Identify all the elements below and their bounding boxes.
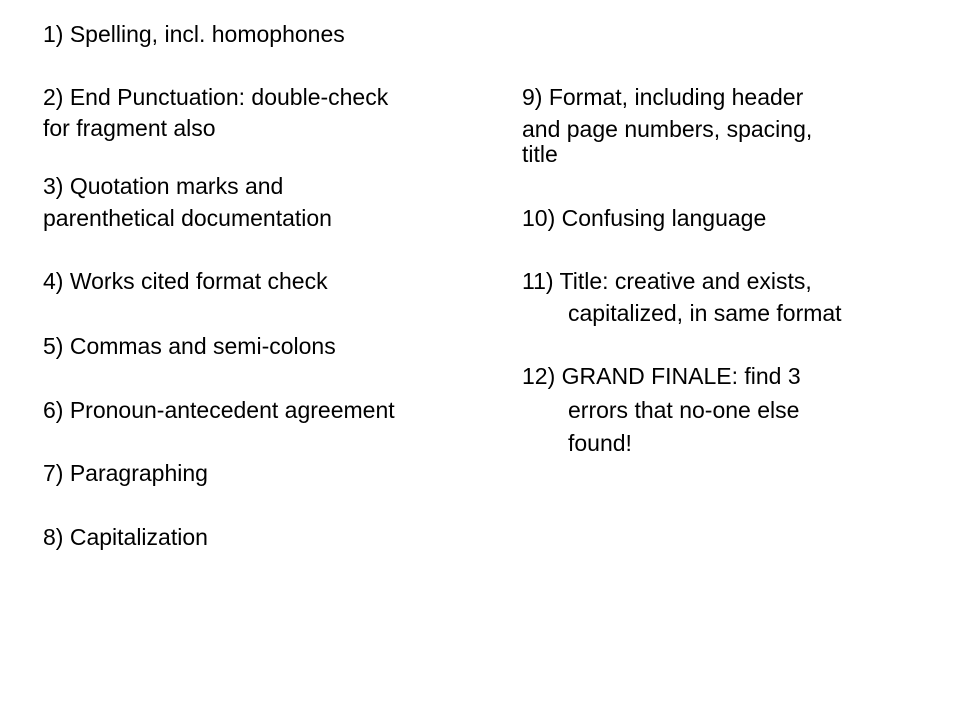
item-11-line-1: 11) Title: creative and exists,: [522, 268, 812, 294]
item-9-line-2: and page numbers, spacing,: [522, 116, 813, 142]
item-2-line-1: 2) End Punctuation: double-check: [43, 84, 389, 110]
item-6: 6) Pronoun-antecedent agreement: [43, 397, 395, 423]
item-12-line-2: errors that no-one else: [568, 397, 800, 423]
item-10: 10) Confusing language: [522, 205, 767, 231]
item-9-line-1: 9) Format, including header: [522, 84, 804, 110]
item-3-line-2: parenthetical documentation: [43, 205, 332, 231]
item-1: 1) Spelling, incl. homophones: [43, 21, 345, 47]
item-12-line-1: 12) GRAND FINALE: find 3: [522, 363, 801, 389]
item-11-line-2: capitalized, in same format: [568, 300, 842, 326]
item-8: 8) Capitalization: [43, 524, 208, 550]
item-7: 7) Paragraphing: [43, 460, 208, 486]
item-2-line-2: for fragment also: [43, 115, 216, 141]
item-9-line-3: title: [522, 141, 558, 167]
item-5: 5) Commas and semi-colons: [43, 333, 336, 359]
item-4: 4) Works cited format check: [43, 268, 328, 294]
item-12-line-3: found!: [568, 430, 632, 456]
item-3-line-1: 3) Quotation marks and: [43, 173, 284, 199]
